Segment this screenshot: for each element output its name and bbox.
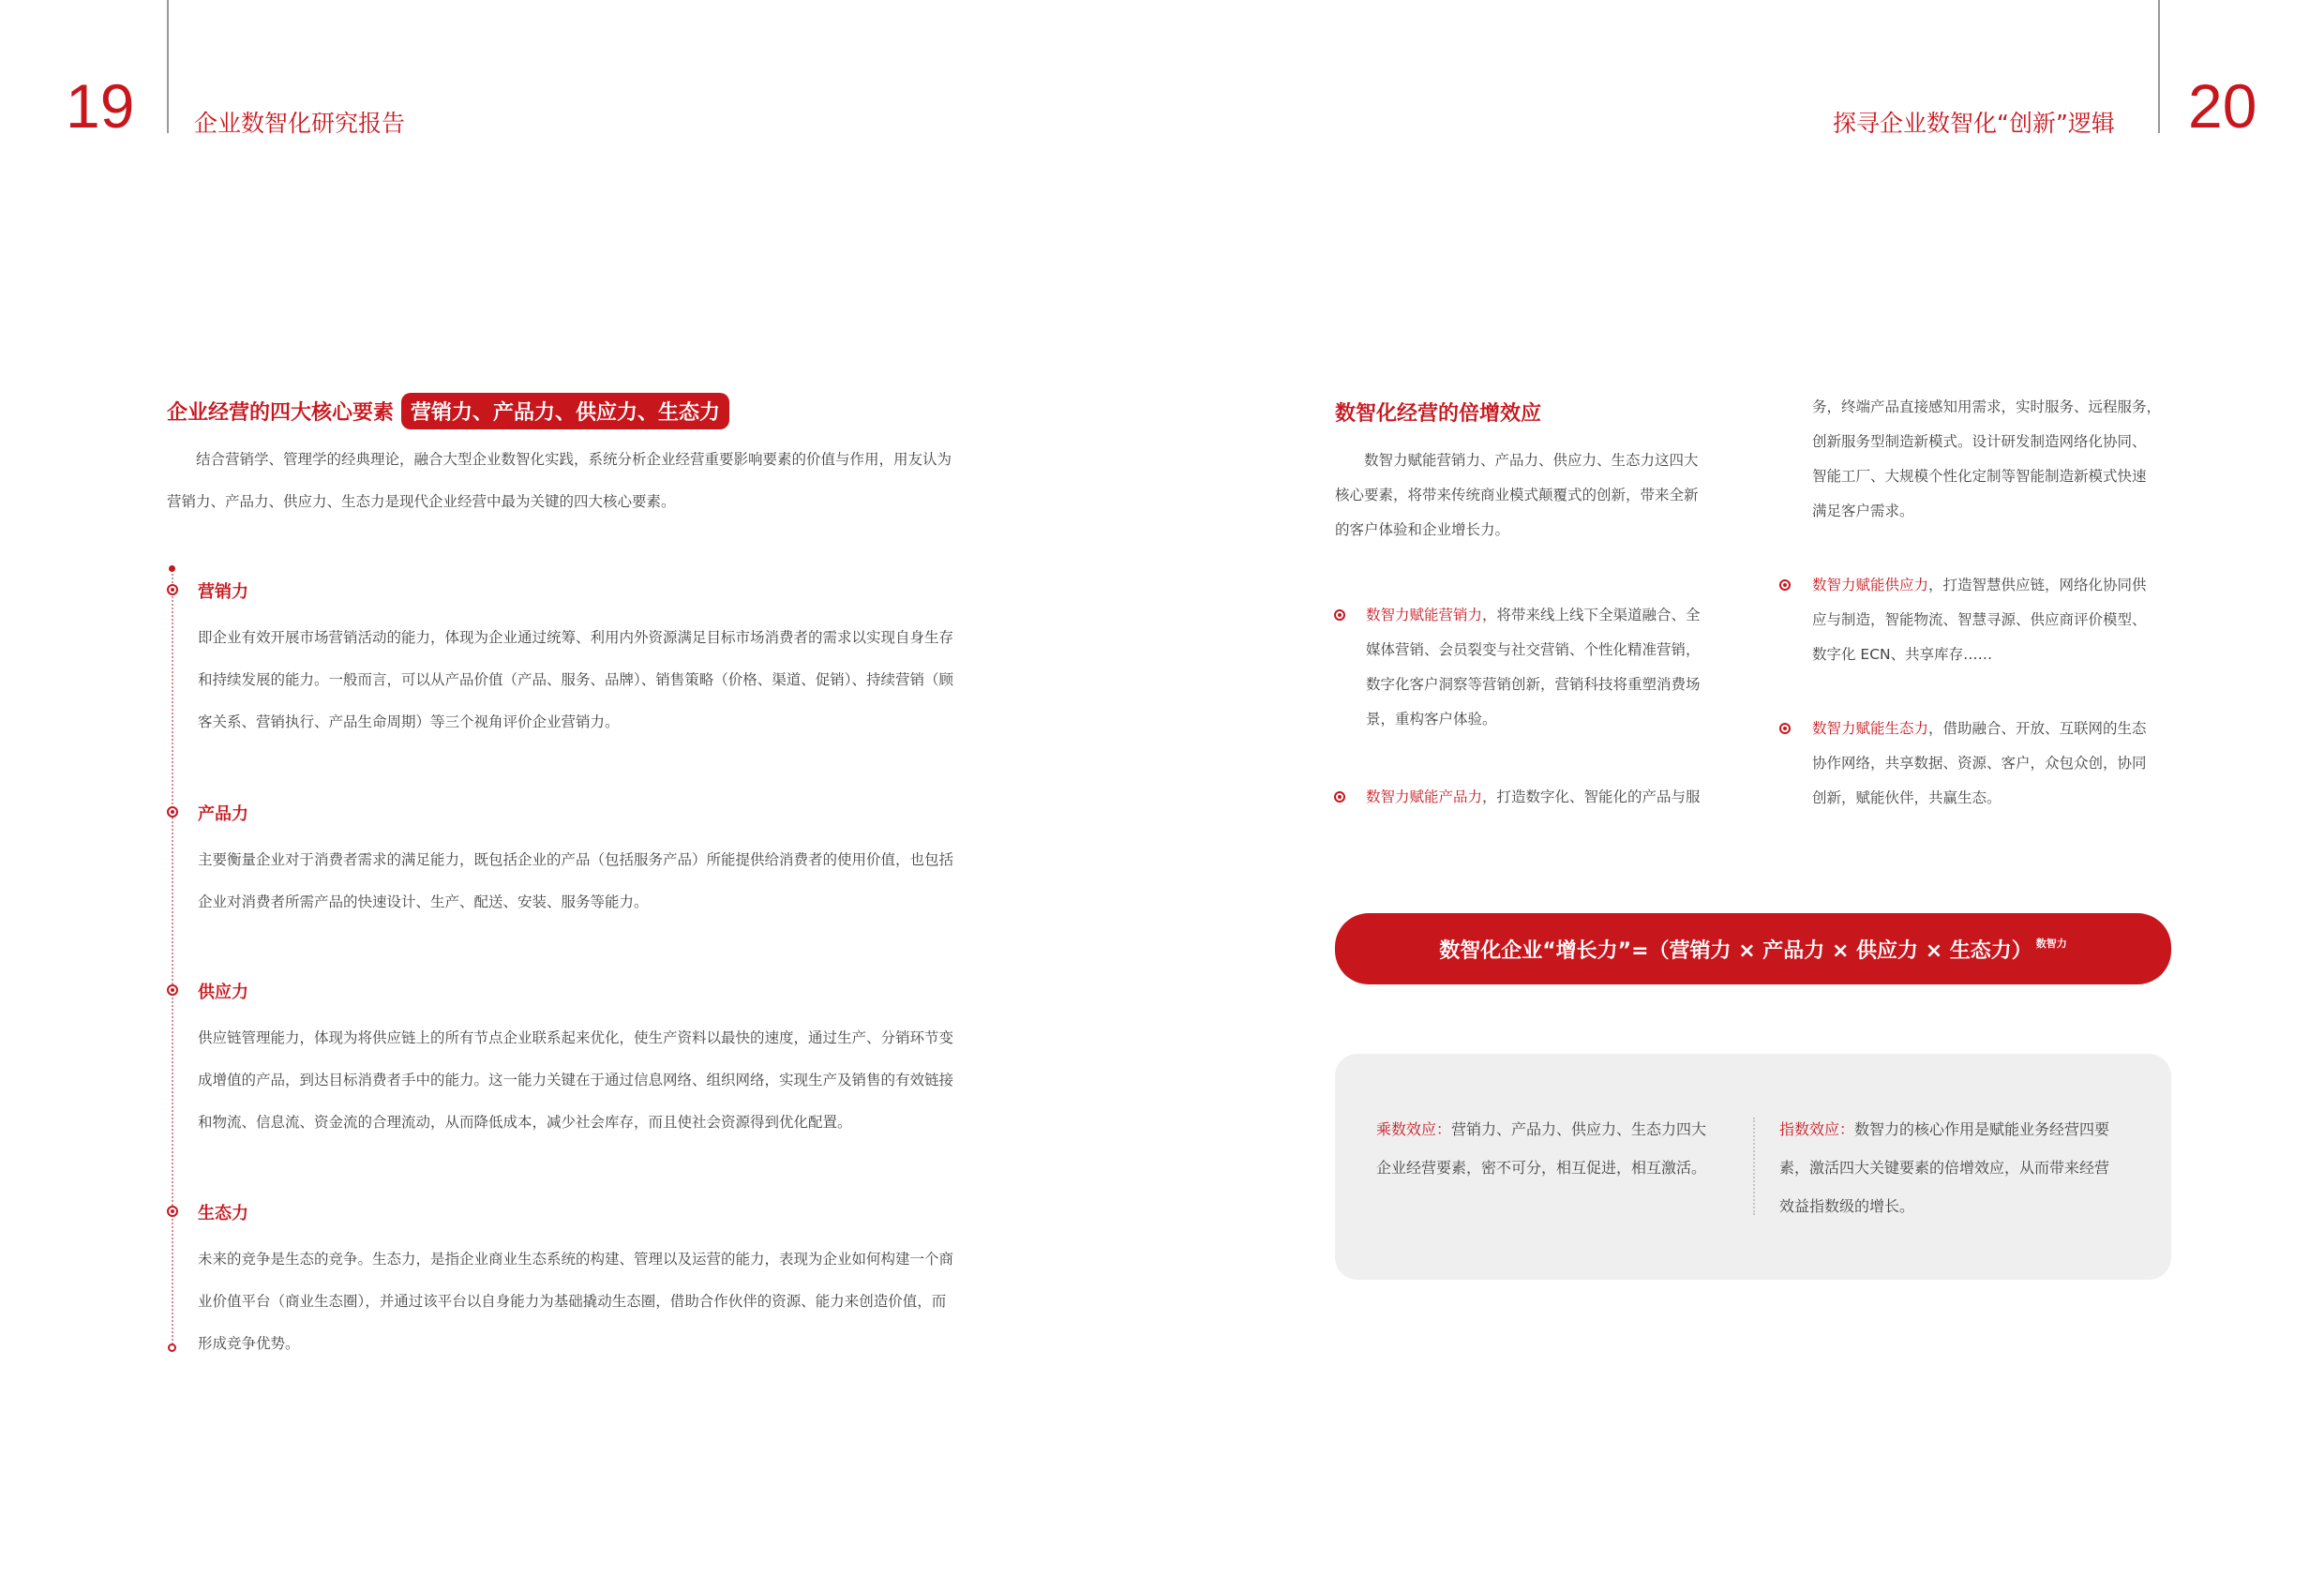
right-header-divider — [2158, 0, 2160, 133]
intro-line: 的客户体验和企业增长力。 — [1335, 521, 1510, 538]
item-title-marketing: 营销力 — [198, 582, 248, 602]
section-highlight-pill: 营销力、产品力、供应力、生态力 — [401, 393, 729, 429]
timeline-marker-ecology — [167, 1206, 178, 1217]
left-header-divider — [167, 0, 169, 133]
bullet-lead: 数智力赋能生态力 — [1812, 720, 1929, 737]
bullet-line: 创新服务型制造新模式。设计研发制造网络化协同、 — [1812, 433, 2147, 450]
bullet-line: 应与制造，智能物流、智慧寻源、供应商评价模型、 — [1812, 611, 2147, 628]
bullet-text: ，打造数字化、智能化的产品与服 — [1482, 788, 1701, 805]
formula-exponent: 数智力 — [2035, 938, 2067, 950]
bullet-lead: 数智力赋能供应力 — [1812, 577, 1929, 593]
effect-label: 指数效应： — [1779, 1120, 1855, 1138]
timeline-start-dot — [169, 565, 175, 572]
bullet-text: ，将带来线上线下全渠道融合、全 — [1482, 607, 1701, 623]
body-line: 和物流、信息流、资金流的合理流动，从而降低成本，减少社会库存，而且使社会资源得到优化配置。 — [198, 1114, 852, 1131]
item-body-marketing — [198, 617, 1023, 743]
multiplier-effect — [1376, 1110, 1742, 1187]
right-header-title: 探寻企业数智化“创新”逻辑 — [1833, 110, 2115, 137]
effect-line — [1779, 1110, 2154, 1148]
bullet-line — [1812, 712, 2206, 746]
formula-text: 数智化企业“增长力”=（营销力 × 产品力 × 供应力 × 生态力） — [1439, 938, 2032, 963]
bullet-marker — [1334, 609, 1345, 621]
left-header-title: 企业数智化研究报告 — [194, 110, 406, 137]
bullet-product-continued — [1812, 390, 2206, 529]
bullet-text: ，借助融合、开放、互联网的生态 — [1928, 720, 2147, 737]
bullet-line — [1366, 598, 1760, 633]
effect-line: 企业经营要素，密不可分，相互促进，相互激活。 — [1376, 1159, 1707, 1177]
item-title-product: 产品力 — [198, 804, 248, 824]
body-line: 即企业有效开展市场营销活动的能力，体现为企业通过统筹、利用内外资源满足目标市场消费者的需求以实现自身生存 — [198, 629, 954, 646]
bullet-marker — [1779, 723, 1791, 734]
timeline-marker-product — [167, 806, 178, 818]
bullet-line — [1812, 568, 2206, 603]
effect-text: 营销力、产品力、供应力、生态力四大 — [1451, 1120, 1707, 1138]
timeline-marker-supply — [167, 984, 178, 996]
exponential-effect — [1779, 1110, 2154, 1225]
bullet-lead: 数智力赋能营销力 — [1366, 607, 1483, 623]
bullet-line: 创新，赋能伙伴，共赢生态。 — [1812, 789, 2002, 806]
intro-line: 营销力、产品力、供应力、生态力是现代企业经营中最为关键的四大核心要素。 — [167, 493, 676, 510]
effect-text: 数智力的核心作用是赋能业务经营四要 — [1854, 1120, 2110, 1138]
bullet-line: 智能工厂、大规模个性化定制等智能制造新模式快速 — [1812, 468, 2147, 485]
bullet-line: 媒体营销、会员裂变与社交营销、个性化精准营销， — [1366, 641, 1701, 658]
right-page-number: 20 — [2188, 71, 2257, 141]
effects-divider — [1753, 1118, 1755, 1215]
body-line: 业价值平台（商业生态圈），并通过该平台以自身能力为基础撬动生态圈，借助合作伙伴的资源、能力来创造价值，而 — [198, 1293, 947, 1310]
bullet-lead: 数智力赋能产品力 — [1366, 788, 1483, 805]
item-body-ecology — [198, 1238, 1023, 1365]
intro-line: 核心要素，将带来传统商业模式颠覆式的创新，带来全新 — [1335, 487, 1699, 503]
body-line: 未来的竞争是生态的竞争。生态力，是指企业商业生态系统的构建、管理以及运营的能力，表现为企业如何构建一个商 — [198, 1251, 954, 1268]
item-title-supply: 供应力 — [198, 983, 248, 1002]
bullet-product — [1366, 780, 1760, 815]
effect-label: 乘数效应： — [1376, 1120, 1452, 1138]
bullet-marker — [1779, 579, 1791, 591]
intro-line: 结合营销学、管理学的经典理论，融合大型企业数智化实践，系统分析企业经营重要影响要素的价值与作用，用友认为 — [196, 451, 952, 468]
body-line: 形成竞争优势。 — [198, 1335, 300, 1352]
intro-line: 数智力赋能营销力、产品力、供应力、生态力这四大 — [1364, 452, 1699, 469]
bullet-supply — [1812, 568, 2206, 672]
bullet-line: 满足客户需求。 — [1812, 503, 1914, 519]
body-line: 和持续发展的能力。一般而言，可以从产品价值（产品、服务、品牌）、销售策略（价格、渠道、促销）、持续营销（顾 — [198, 671, 954, 688]
body-line: 主要衡量企业对于消费者需求的满足能力，既包括企业的产品（包括服务产品）所能提供给消费者的使用价值，也包括 — [198, 851, 954, 868]
right-intro — [1335, 443, 1729, 548]
left-intro — [167, 439, 1011, 523]
bullet-line: 景，重构客户体验。 — [1366, 711, 1497, 728]
section-title-text: 企业经营的四大核心要素 — [167, 401, 395, 425]
timeline-end-marker — [168, 1343, 176, 1352]
bullet-line: 协作网络，共享数据、资源、客户，众包众创，协同 — [1812, 755, 2147, 772]
bullet-marketing — [1366, 598, 1760, 737]
growth-formula-bar — [1335, 913, 2171, 984]
left-section-title — [167, 393, 729, 429]
item-body-product — [198, 839, 1023, 923]
timeline-line — [172, 574, 173, 1344]
left-page-number: 19 — [66, 71, 135, 141]
effect-line: 素，激活四大关键要素的倍增效应，从而带来经营 — [1779, 1159, 2110, 1177]
effect-line — [1376, 1110, 1742, 1148]
bullet-text: ，打造智慧供应链，网络化协同供 — [1928, 577, 2147, 593]
timeline-marker-marketing — [167, 584, 178, 595]
bullet-marker — [1334, 791, 1345, 803]
bullet-line: 数字化 ECN、共享库存…… — [1812, 646, 1993, 663]
bullet-line: 务，终端产品直接感知用需求，实时服务、远程服务， — [1812, 398, 2162, 415]
body-line: 企业对消费者所需产品的快速设计、生产、配送、安装、服务等能力。 — [198, 893, 649, 910]
body-line: 客关系、营销执行、产品生命周期）等三个视角评价企业营销力。 — [198, 713, 620, 730]
bullet-ecology — [1812, 712, 2206, 816]
body-line: 成增值的产品，到达目标消费者手中的能力。这一能力关键在于通过信息网络、组织网络，实现生产及销售的有效链接 — [198, 1072, 954, 1088]
body-line: 供应链管理能力，体现为将供应链上的所有节点企业联系起来优化，使生产资料以最快的速度，通过生产、分销环节变 — [198, 1029, 954, 1046]
effect-line: 效益指数级的增长。 — [1779, 1197, 1915, 1215]
right-section-title: 数智化经营的倍增效应 — [1335, 402, 1542, 426]
item-title-ecology: 生态力 — [198, 1204, 248, 1223]
bullet-line: 数字化客户洞察等营销创新，营销科技将重塑消费场 — [1366, 676, 1701, 693]
item-body-supply — [198, 1017, 1023, 1144]
bullet-line — [1366, 780, 1760, 815]
